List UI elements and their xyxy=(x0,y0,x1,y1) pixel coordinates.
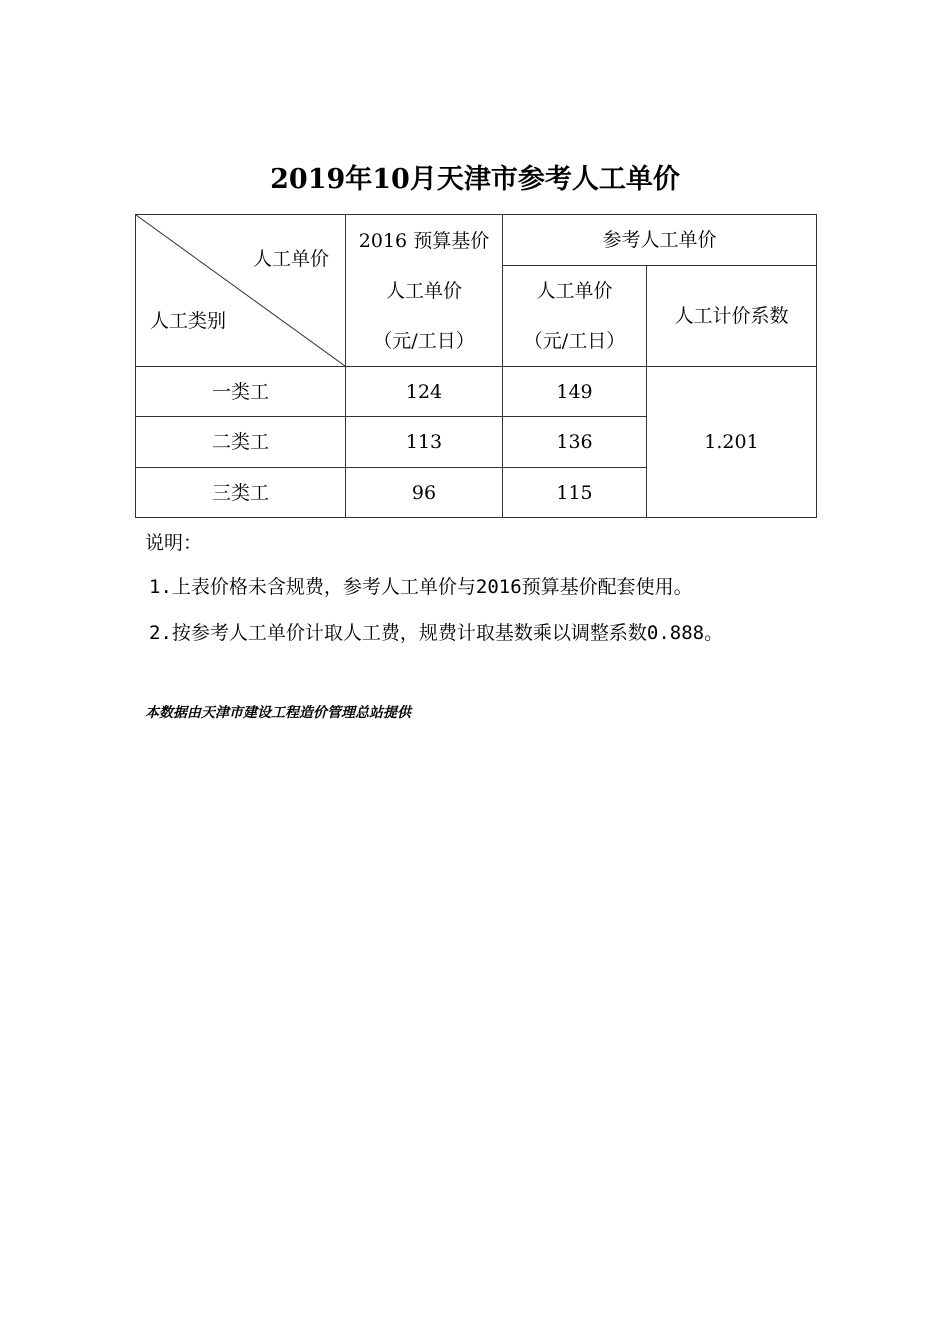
corner-label-labor-category: 人工类别 xyxy=(150,310,227,332)
ref-price-group-header: 参考人工单价 xyxy=(503,215,817,266)
base-price-header xyxy=(346,215,503,367)
ref-price-cell: 136 xyxy=(503,417,647,468)
category-cell: 三类工 xyxy=(136,468,346,518)
notes-heading: 说明： xyxy=(145,532,203,554)
notes-section xyxy=(145,530,723,666)
ref-price-header-line: （元/工日） xyxy=(523,330,626,352)
note-item: 1.上表价格未含规费，参考人工单价与2016预算基价配套使用。 xyxy=(149,576,693,598)
ref-price-cell: 149 xyxy=(503,367,647,417)
base-price-cell: 113 xyxy=(346,417,503,468)
table-row xyxy=(136,367,817,417)
note-item: 2.按参考人工单价计取人工费，规费计取基数乘以调整系数0.888。 xyxy=(149,622,724,644)
base-price-cell: 124 xyxy=(346,367,503,417)
category-cell: 一类工 xyxy=(136,367,346,417)
diagonal-divider xyxy=(136,215,345,366)
base-price-header-line: 人工单价 xyxy=(385,279,462,302)
coefficient-cell: 1.201 xyxy=(647,367,817,518)
ref-price-unit-header xyxy=(503,266,647,367)
base-price-header-line: （元/工日） xyxy=(373,329,475,352)
corner-label-labor-price: 人工单价 xyxy=(252,248,329,270)
ref-price-cell: 115 xyxy=(503,468,647,518)
labor-price-table xyxy=(135,214,817,518)
base-price-header-line: 2016 预算基价 xyxy=(358,229,490,252)
category-cell: 二类工 xyxy=(136,417,346,468)
coefficient-header: 人工计价系数 xyxy=(647,266,817,367)
corner-header-cell xyxy=(136,215,346,367)
page-title: 2019年10月天津市参考人工单价 xyxy=(270,164,680,195)
data-source-note: 本数据由天津市建设工程造价管理总站提供 xyxy=(145,705,411,721)
ref-price-header-line: 人工单价 xyxy=(536,280,613,302)
base-price-cell: 96 xyxy=(346,468,503,518)
